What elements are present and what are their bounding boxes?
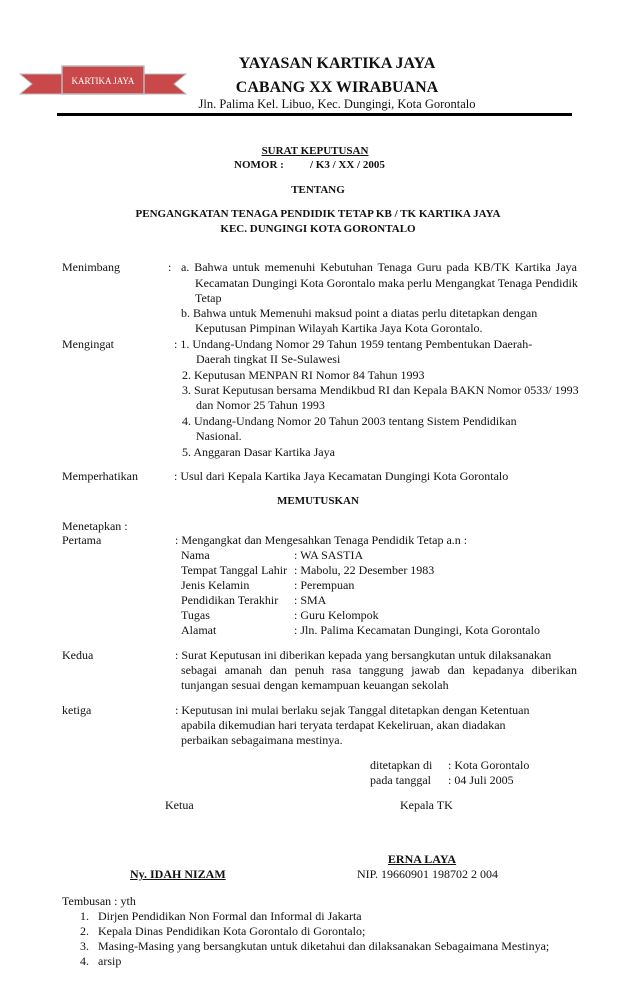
date-value: : 04 Juli 2005 <box>448 773 514 787</box>
tembusan-number: 4. <box>80 954 89 968</box>
menimbang-label: Menimbang <box>62 260 120 274</box>
menimbang-a3: Tetap <box>195 291 222 305</box>
nomor-label: NOMOR : <box>234 159 284 171</box>
ketiga-label: ketiga <box>62 703 92 717</box>
field-key: Nama <box>181 548 210 562</box>
menimbang-a1: a. Bahwa untuk memenuhi Kebutuhan Tenaga Guru pada KB/TK Kartika Jaya <box>181 260 577 274</box>
tembusan-item: Kepala Dinas Pendidikan Kota Gorontalo di Gorontalo; <box>98 924 366 938</box>
field-key: Tugas <box>181 608 210 622</box>
right-sign-title: Kepala TK <box>400 798 453 812</box>
menimbang-b1: b. Bahwa untuk Memenuhi maksud point a diatas perlu ditetapkan dengan <box>181 306 538 320</box>
field-key: Jenis Kelamin <box>181 578 250 592</box>
memperhatikan-text: : Usul dari Kepala Kartika Jaya Kecamatan Dungingi Kota Gorontalo <box>174 469 509 483</box>
kartika-jaya-logo <box>18 64 188 100</box>
tembusan-number: 3. <box>80 939 89 953</box>
kedua-label: Kedua <box>62 648 94 662</box>
place-value: : Kota Gorontalo <box>448 758 530 772</box>
field-value: : Perempuan <box>294 578 355 592</box>
field-key: Tempat Tanggal Lahir <box>181 563 288 577</box>
mengingat-3b: dan Nomor 25 Tahun 1993 <box>196 398 325 412</box>
logo-text: KARTIKA JAYA <box>71 76 135 86</box>
menimbang-a2: Kecamatan Dungingi Kota Gorontalo maka perlu Mengangkat Tenaga Pendidik <box>195 276 578 290</box>
right-sign-name: ERNA LAYA <box>387 852 457 866</box>
menimbang-b2: Keputusan Pimpinan Wilayah Kartika Jaya Kota Gorontalo. <box>195 321 483 335</box>
ketiga-line-1: : Keputusan ini mulai berlaku sejak Tanggal ditetapkan dengan Ketentuan <box>175 703 530 717</box>
tembusan-number: 2. <box>80 924 89 938</box>
tembusan-item: Dirjen Pendidikan Non Formal dan Informal di Jakarta <box>98 909 362 923</box>
mengingat-4b: Nasional. <box>196 429 242 443</box>
subject-line-1: PENGANGKATAN TENAGA PENDIDIK TETAP KB / TK KARTIKA JAYA <box>135 208 501 220</box>
org-name: YAYASAN KARTIKA JAYA <box>238 55 436 72</box>
memutuskan: MEMUTUSKAN <box>277 495 359 507</box>
mengingat-2: 2. Keputusan MENPAN RI Nomor 84 Tahun 1993 <box>182 368 425 382</box>
nomor-value: / K3 / XX / 2005 <box>310 159 385 171</box>
ketiga-line-3: perbaikan sebagaimana mestinya. <box>181 733 343 747</box>
left-sign-title: Ketua <box>165 798 194 812</box>
kedua-line-1: : Surat Keputusan ini diberikan kepada yang bersangkutan untuk dilaksanakan <box>175 648 552 662</box>
address: Jln. Palima Kel. Libuo, Kec. Dungingi, Kota Gorontalo <box>198 97 476 111</box>
mengingat-3a: 3. Surat Keputusan bersama Mendikbud RI dan Kepala BAKN Nomor 0533/ 1993 <box>182 383 579 397</box>
kedua-line-2: sebagai amanah dan penuh rasa tanggung jawab dan kepadanya diberikan <box>181 663 577 677</box>
mengingat-1a: : 1. Undang-Undang Nomor 29 Tahun 1959 tentang Pembentukan Daerah- <box>174 337 533 351</box>
doc-title: SURAT KEPUTUSAN <box>261 145 369 157</box>
menimbang-colon: : <box>168 260 172 274</box>
field-value: : Guru Kelompok <box>294 608 379 622</box>
field-value: : SMA <box>294 593 327 607</box>
field-key: Pendidikan Terakhir <box>181 593 279 607</box>
mengingat-4a: 4. Undang-Undang Nomor 20 Tahun 2003 tentang Sistem Pendidikan <box>182 414 517 428</box>
mengingat-1b: Daerah tingkat II Se-Sulawesi <box>196 352 341 366</box>
right-sign-nip: NIP. 19660901 198702 2 004 <box>357 867 499 881</box>
memperhatikan-label: Memperhatikan <box>62 469 138 483</box>
field-value: : Jln. Palima Kecamatan Dungingi, Kota Gorontalo <box>294 623 540 637</box>
pertama-label: Pertama <box>62 533 102 547</box>
pertama-text: : Mengangkat dan Mengesahkan Tenaga Pendidik Tetap a.n : <box>175 533 468 547</box>
tembusan-label: Tembusan : yth <box>62 894 136 908</box>
mengingat-5: 5. Anggaran Dasar Kartika Jaya <box>182 445 335 459</box>
field-value: : Mabolu, 22 Desember 1983 <box>294 563 435 577</box>
date-label: pada tanggal <box>370 773 431 787</box>
subject-line-2: KEC. DUNGINGI KOTA GORONTALO <box>220 223 416 235</box>
field-value: : WA SASTIA <box>294 548 364 562</box>
tembusan-item: arsip <box>98 954 122 968</box>
menetapkan: Menetapkan : <box>62 519 128 533</box>
tentang: TENTANG <box>291 184 345 196</box>
header-rule <box>57 113 572 116</box>
left-sign-name: Ny. IDAH NIZAM <box>130 867 226 881</box>
place-label: ditetapkan di <box>370 758 433 772</box>
field-key: Alamat <box>181 623 217 637</box>
kedua-line-3: tunjangan sesuai dengan kemampuan keuangan sekolah <box>181 678 449 692</box>
branch-name: CABANG XX WIRABUANA <box>235 79 439 96</box>
tembusan-item: Masing-Masing yang bersangkutan untuk diketahui dan dilaksanakan Sebagaimana Mestinya; <box>98 939 550 953</box>
ketiga-line-2: apabila dikemudian hari teryata terdapat Kekeliruan, akan diadakan <box>181 718 506 732</box>
mengingat-label: Mengingat <box>62 337 114 351</box>
tembusan-number: 1. <box>80 909 89 923</box>
